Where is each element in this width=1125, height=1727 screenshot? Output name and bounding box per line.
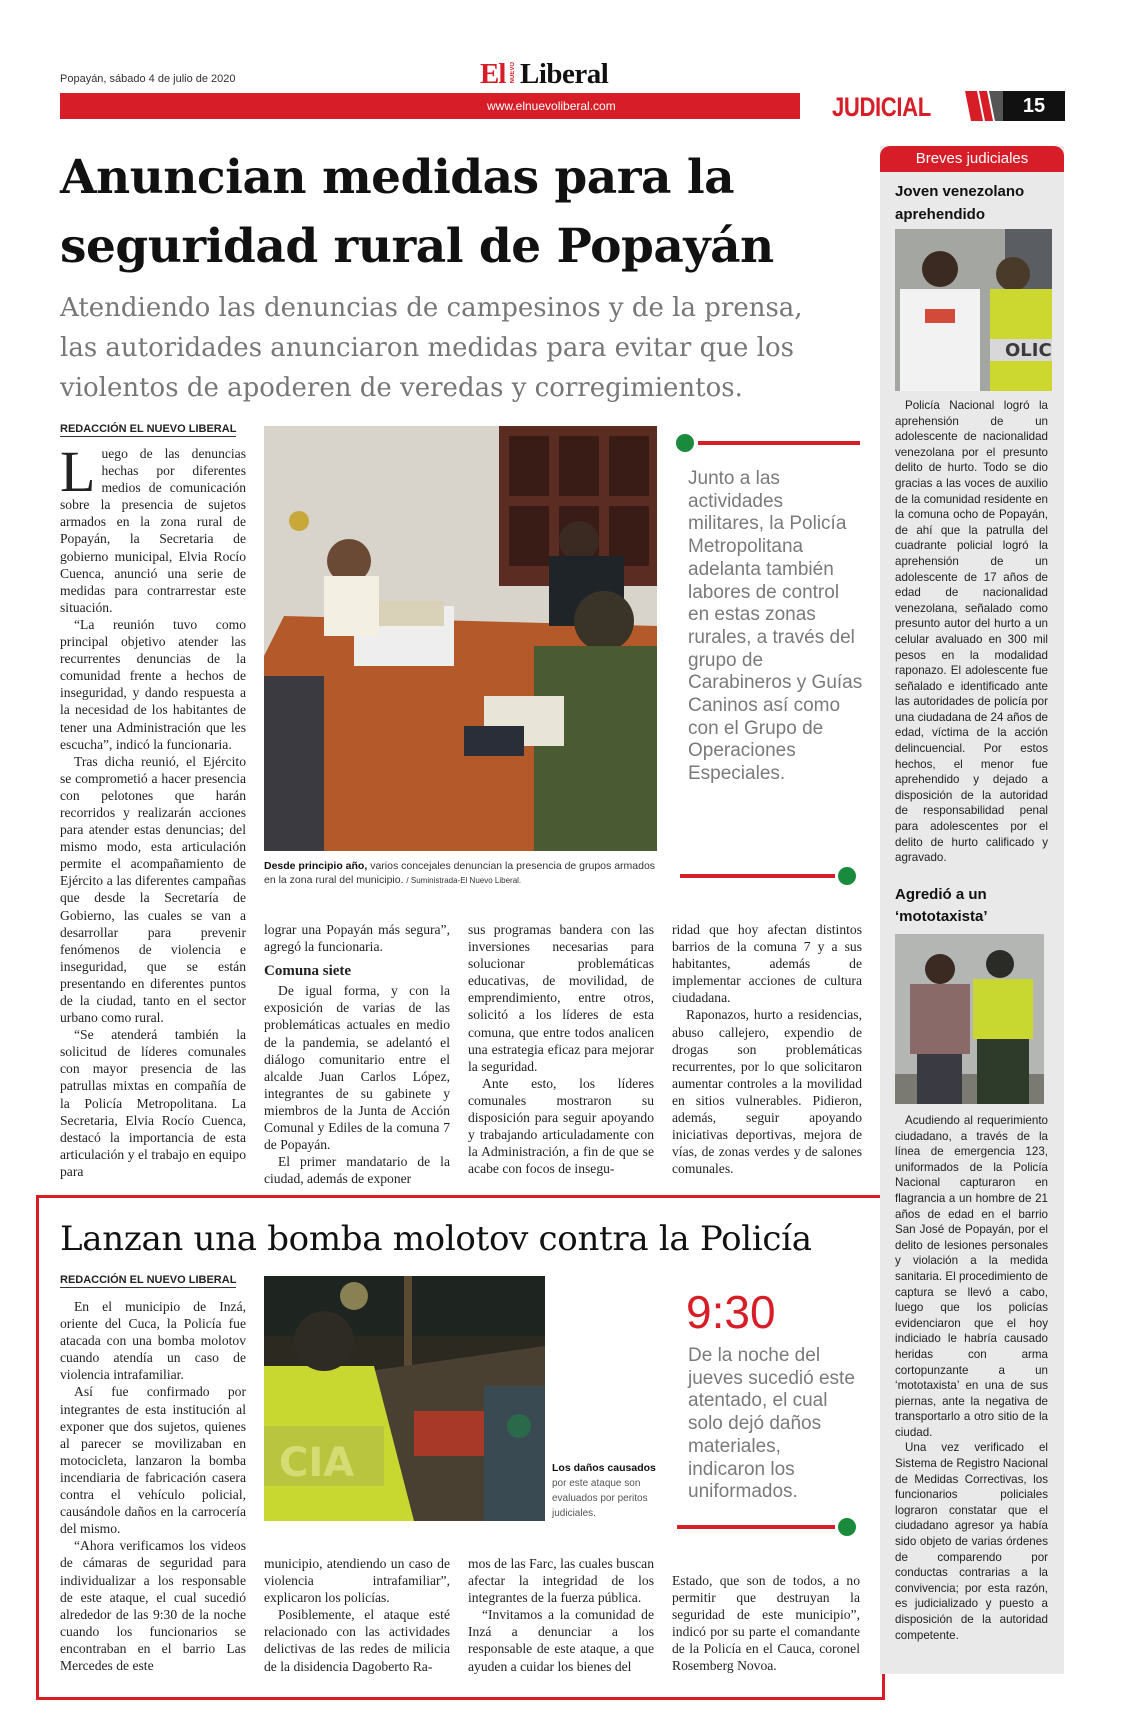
website-link[interactable]: www.elnuevoliberal.com xyxy=(487,99,616,113)
pullquote-top-rule xyxy=(674,433,860,453)
mototaxista-photo-illustration xyxy=(895,934,1044,1104)
main-paragraph: Raponazos, hurto a residencias, abuso callejero, expendio de drogas son problemáticas recurrentes, por lo que solicitaron aumentar controles a la movilidad en sitios vulnerables. Pidieron, además, seguir apoyando iniciativas deportivas, mejora de vías, de zonas verdes y de salones comunales. xyxy=(672,1007,862,1177)
molotov-paragraph: Posiblemente, el ataque esté relacionado con las actividades delictivas de las redes de milicia de la disidencia Dagoberto Ra- xyxy=(264,1607,450,1674)
pullquote-bottom-rule xyxy=(680,866,860,886)
masthead-logo xyxy=(480,58,650,92)
molotov-paragraph: mos de las Farc, las cuales buscan afectar la integridad de los integrantes de la fuerza pública. xyxy=(468,1556,654,1606)
headline-line-2: seguridad rural de Popayán xyxy=(60,219,774,274)
sidebar-tab-label: Breves judiciales xyxy=(915,150,1029,167)
caption-text: por este ataque son evaluados por peritos judiciales. xyxy=(552,1478,648,1519)
main-paragraph: Ante esto, los líderes comunales mostraron su disposición para seguir apoyando y trabajando articuladamente con la Administración, a fin de que se acabe con focos de insegu- xyxy=(468,1075,654,1177)
sidebar-paragraph: Acudiendo al requerimiento ciudadano, a través de la línea de emergencia 123, uniformados de la Policía Nacional capturaron en flagrancia a un hombre de 21 años de edad en el barrio San José de Popayán, por el delito de lesiones personales y violación a la medida sanitaria. El procedimiento de captura se llevó a cabo, luego que los policías evidenciaron que el hoy indiciado le habría causado heridas con arma cortopunzante a un ‘mototaxista’ en una de sus piernas, ante la negativa de transportarlo a otro sitio de la ciudad. xyxy=(895,1114,1048,1439)
molotov-pullquote: De la noche del jueves sucedió este atentado, el cual solo dejó daños materiales, indicaron los uniformados. xyxy=(688,1345,855,1503)
molotov-quote-rule xyxy=(677,1517,861,1537)
logo-liberal: Liberal xyxy=(520,58,609,90)
photo-credit: / Suministrada-El Nuevo Liberal. xyxy=(406,876,522,885)
molotov-col-3 xyxy=(468,1555,654,1675)
molotov-paragraph: Así fue confirmado por integrantes de esta institución al exponer que dos sujetos, quienes al parecer se movilizaban en motocicleta, lanzaron la bomba incendiaria de fabricación casera contra el vehículo policial, causándole daños en la carrocería del mismo. xyxy=(60,1384,246,1537)
main-byline: REDACCIÓN EL NUEVO LIBERAL xyxy=(60,423,237,435)
sidebar-story1-text xyxy=(895,398,1048,866)
police-photo xyxy=(264,1276,545,1521)
police-photo-caption xyxy=(552,1461,662,1521)
svg-text:CIA: CIA xyxy=(279,1440,355,1486)
big-time-number: 9:30 xyxy=(686,1286,776,1338)
molotov-paragraph: En el municipio de Inzá, oriente del Cuca, la Policía fue atacada con una bomba molotov cuando atendía un caso de violencia intrafamiliar. xyxy=(60,1299,246,1383)
caption-lead: Desde principio año, xyxy=(264,860,368,872)
molotov-paragraph: “Ahora verificamos los videos de cámaras de seguridad para individualizar a los responsable de este ataque, el cual sucedió alrededor de las 9:30 de la noche cuando los funcionarios se encontraban en el barrio Las Mercedes de este xyxy=(60,1538,246,1673)
page-number: 15 xyxy=(1022,95,1046,117)
sidebar-story2-text xyxy=(895,1113,1048,1643)
sidebar-story1-title: Joven venezolano aprehendido xyxy=(895,183,1025,223)
molotov-col-2 xyxy=(264,1555,450,1675)
meeting-photo-illustration xyxy=(264,426,657,851)
sidebar-paragraph: Una vez verificado el Sistema de Registro Nacional de Medidas Correctivas, los funcionarios policiales lograron constatar que el ciudadano agresor ya había sido objeto de varias órdenes de comparendo por conductas contrarias a la convivencia; por esta razón, es judicializado y puesto a disposición de la autoridad competente. xyxy=(895,1441,1048,1642)
molotov-byline: REDACCIÓN EL NUEVO LIBERAL xyxy=(60,1274,237,1286)
main-headline xyxy=(60,143,820,281)
main-col-1 xyxy=(60,439,246,1180)
mototaxista-photo xyxy=(895,934,1044,1104)
police-photo-illustration xyxy=(264,1276,545,1521)
sidebar-paragraph: Policía Nacional logró la aprehensión de un adolescente de nacionalidad venezolana por el presunto delito de hurto. Todo se dio gracias a las voces de auxilio de la comunidad residente en la comuna ocho de Popayán, de ahí que la patrulla del cuadrante policial logró la aprehensión de un adolescente de 17 años de edad de nacionalidad venezolana, señalado como presunto autor del hurto a un celular avaluado en 300 mil pesos en la modalidad raponazo. El adolescente fue señalado e identificado ante las autoridades de policía por una ciudadana de 24 años de edad, víctima de la acción delincuencial. Por estos hechos, el menor fue aprehendido y dejado a disposición de la autoridad de responsabilidad penal para adolescentes por el delito de hurto calificado y agravado. xyxy=(895,399,1048,865)
main-paragraph: ridad que hoy afectan distintos barrios de la comuna 7 y a sus habitantes, además de implementar acciones de cultura ciudadana. xyxy=(672,922,862,1006)
main-deck: Atendiendo las denuncias de campesinos y de la prensa, las autoridades anunciaron medidas para evitar que los violentos de apoderen de veredas y corregimientos. xyxy=(60,293,803,403)
main-paragraph: “La reunión tuvo como principal objetivo atender las recurrentes denuncias de la comunidad frente a hechos de inseguridad, y dando respuesta a la necesidad de los habitantes de tener una Administración que les escucha”, indicó la funcionaria. xyxy=(60,616,246,752)
main-paragraph: Tras dicha reunió, el Ejército se comprometió a hacer presencia con pelotones que harán recorridos y realizarán acciones para atender estas denuncias; del mismo modo, esta articulación permite el acompañamiento de Ejército a las diferentes campañas que desde la Secretaría de Gobierno, las cuales se van a desarrollar para prevenir fenómenos de violencia e inseguridad, que se están presentando en diferentes puntos de la ciudad, tanto en el sector urbano como rural. xyxy=(60,753,246,1026)
molotov-headline: Lanzan una bomba molotov contra la Policía xyxy=(60,1219,812,1259)
molotov-col-4 xyxy=(672,1572,860,1675)
main-paragraph: “Se atenderá también la solicitud de líderes comunales con mayor presencia de las patrullas mixtas en compañía de la Policía Metropolitana. La Secretaria, Elvia Rocío Cuenca, destacó la importancia de esta articulación y el trabajo en equipo para xyxy=(60,1027,246,1179)
main-paragraph: De igual forma, y con la exposición de varias de las problemáticas actuales en medio de la pandemia, se adelantó el diálogo comunitario entre el alcalde Juan Carlos López, integrantes de su gabinete y miembros de la Junta de Acción Comunal y Ediles de la comuna 7 de Popayán. xyxy=(264,983,450,1153)
venezolano-photo-illustration xyxy=(895,229,1052,391)
headline-line-1: Anuncian medidas para la xyxy=(60,150,735,205)
section-title: JUDICIAL xyxy=(832,92,931,122)
police-vest-text: OLIC xyxy=(1005,340,1052,361)
molotov-paragraph: “Invitamos a la comunidad de Inzá a denunciar a los responsable de este ataque, a que ayuden a cuidar los bienes del xyxy=(468,1607,654,1674)
subhead-comuna-siete: Comuna siete xyxy=(264,963,352,980)
main-paragraph: uego de las denuncias hechas por diferentes medios de comunicación sobre la presencia de sujetos armados en la zona rural de Popayán, la Secretaria de gobierno municipal, Elvia Rocío Cuenca, anunció una serie de medidas para contrarrestar este situación. xyxy=(60,446,246,615)
meeting-photo xyxy=(264,426,657,851)
main-col-3 xyxy=(468,921,654,1177)
caption-lead: Los daños causados xyxy=(552,1462,656,1474)
molotov-col-1 xyxy=(60,1298,246,1674)
caption-text: varios concejales denuncian la presencia de grupos armados en la zona rural del municipio. xyxy=(264,860,656,886)
main-paragraph: lograr una Popayán más segura”, agregó la funcionaria. xyxy=(264,922,450,955)
main-paragraph: sus programas bandera con las inversiones necesarias para solucionar problemáticas educativas, de movilidad, de emprendimiento, entre otros, solicitó a los líderes de esta comuna, que entre todos analicen una estrategia eficaz para mejorar la seguridad. xyxy=(468,922,654,1074)
venezolano-photo xyxy=(895,229,1052,391)
main-col-2 xyxy=(264,921,450,1187)
logo-nuevo: NUEVO xyxy=(510,62,516,84)
molotov-paragraph: municipio, atendiendo un caso de violencia intrafamiliar”, explicaron los policías. xyxy=(264,1556,450,1606)
dropcap: L xyxy=(60,439,96,504)
main-pullquote: Junto a las actividades militares, la Policía Metropolitana adelanta también labores de control en estas zonas rurales, a través del grupo de Carabineros y Guías Caninos así como con el Grupo de Operaciones Especiales. xyxy=(688,468,863,785)
molotov-paragraph: Estado, que son de todos, a no permitir que destruyan la seguridad de este municipio”, indicó por su parte el comandante de la Policía en el Cauca, coronel Rosemberg Novoa. xyxy=(672,1573,860,1674)
main-paragraph: El primer mandatario de la ciudad, además de exponer xyxy=(264,1154,450,1187)
issue-date: Popayán, sábado 4 de julio de 2020 xyxy=(60,73,236,85)
section-stripes-icon xyxy=(963,91,1003,121)
main-col-4 xyxy=(672,921,862,1177)
meeting-photo-caption xyxy=(264,859,664,888)
sidebar-story2-title: Agredió a un ‘mototaxista’ xyxy=(895,886,988,925)
header-red-bar xyxy=(60,93,800,119)
logo-el: El xyxy=(480,58,506,90)
